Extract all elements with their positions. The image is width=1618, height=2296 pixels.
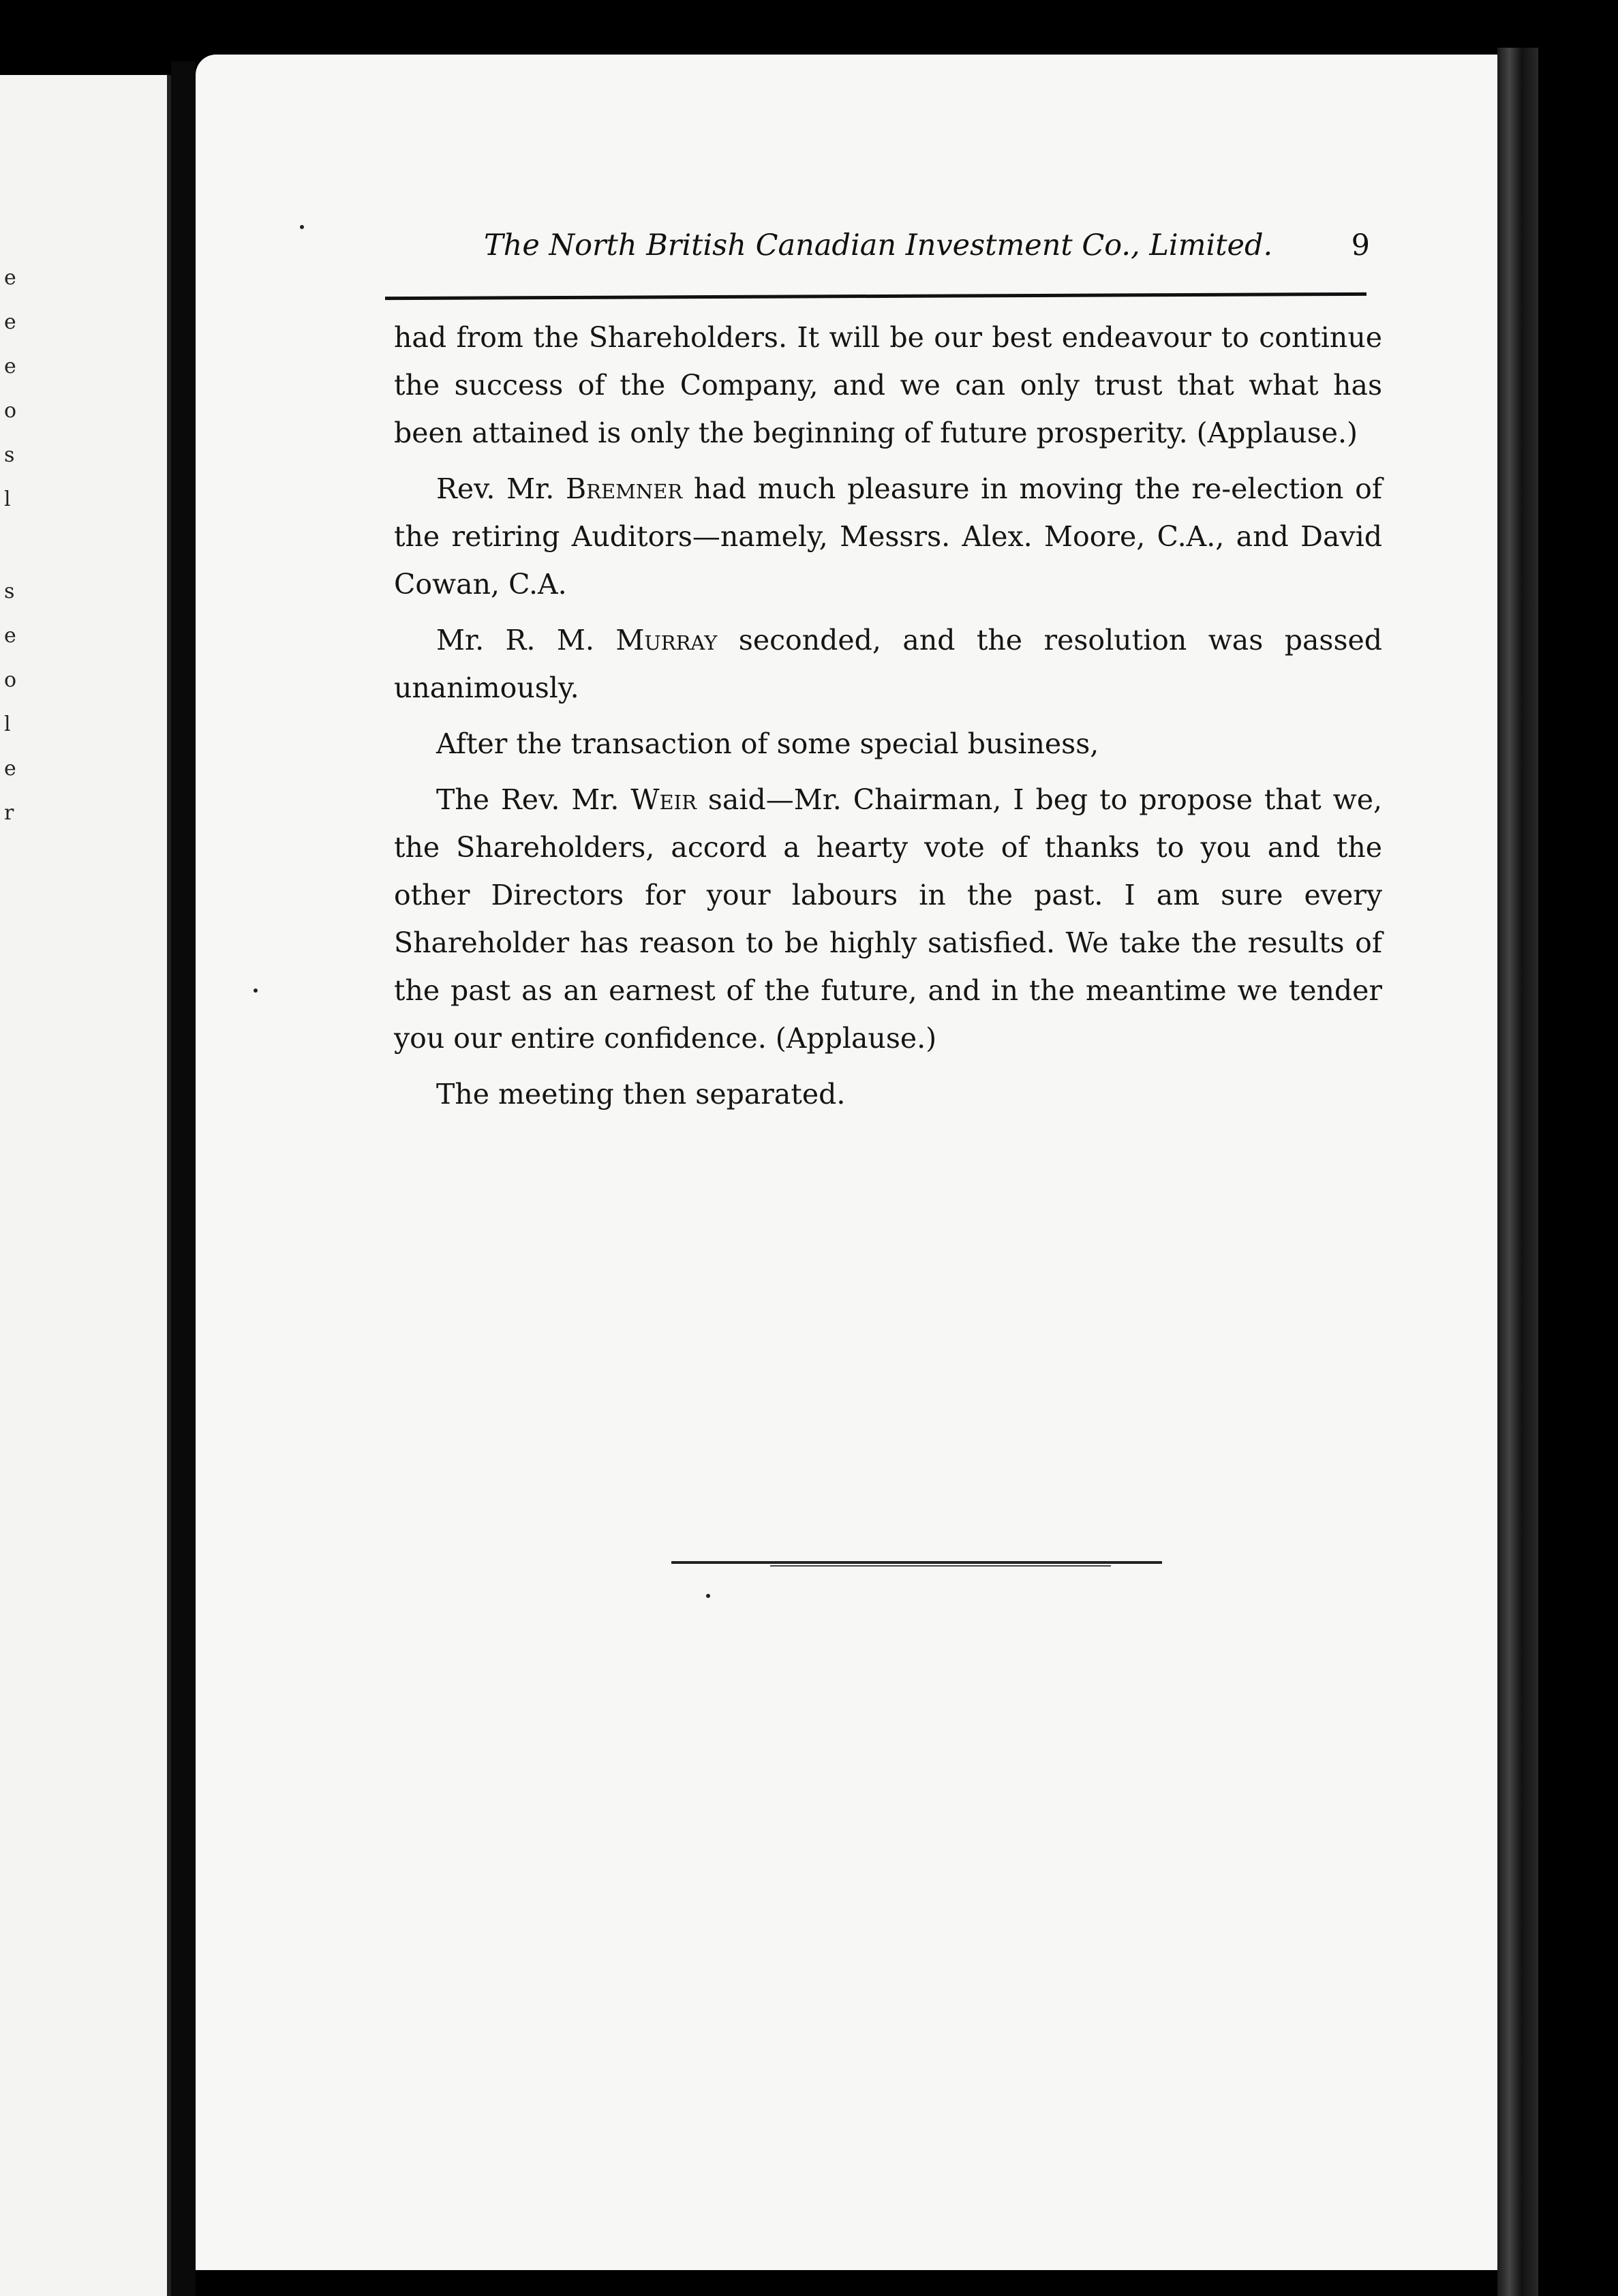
running-head-title: The North British Canadian Investment Co., Limited. xyxy=(484,228,1273,262)
left-facing-page xyxy=(0,75,171,2296)
paragraph xyxy=(394,314,1382,457)
paragraph xyxy=(394,465,1382,608)
page-number: 9 xyxy=(1351,228,1370,262)
left-page-letter-fragment: o xyxy=(4,399,17,423)
paragraph-text: Rev. Mr. xyxy=(436,472,566,505)
paragraph xyxy=(394,720,1382,768)
running-head xyxy=(286,228,1384,269)
left-page-letter-fragment: e xyxy=(4,310,16,334)
speaker-name: Murray xyxy=(615,624,718,656)
left-page-letter-fragment: l xyxy=(4,487,11,511)
speaker-name: Weir xyxy=(630,783,697,816)
left-page-letter-fragment: r xyxy=(4,801,14,825)
paragraph-text: The Rev. Mr. xyxy=(436,783,631,816)
paragraph-text: seconded, and the resolution was passed unanimously. xyxy=(394,624,1383,704)
print-speck xyxy=(300,225,304,229)
print-speck xyxy=(706,1594,710,1598)
speaker-name: Bremner xyxy=(566,472,683,505)
paragraph xyxy=(394,1070,1382,1118)
closing-rule-inner xyxy=(770,1565,1111,1567)
body-text xyxy=(394,314,1382,1126)
print-speck xyxy=(254,988,258,993)
paragraph-text: said—Mr. Chairman, I beg to propose that we, the Shareholders, accord a hearty vote of thanks to you and the other Directors for your labours in the past. I am sure every Shareholder has reason to be highly satisfied. We take the results of the past as an earnest of the future, and in the meantime we tender you our entire confidence. (Applause.) xyxy=(394,783,1382,1055)
paragraph-text: Mr. R. M. xyxy=(436,624,616,656)
left-page-letter-fragment: e xyxy=(4,354,16,378)
paragraph-text: had from the Shareholders. It will be our best endeavour to continue the success of the Company, and we can only trust that what has been attained is only the beginning of future prosperity. (Applause.) xyxy=(394,321,1382,449)
paragraph xyxy=(394,616,1382,712)
paragraph-text: The meeting then separated. xyxy=(436,1078,846,1111)
book-gutter xyxy=(171,61,196,2296)
left-page-letter-fragment: s xyxy=(4,579,15,603)
left-page-letter-fragment: e xyxy=(4,624,16,648)
paragraph-text: After the transaction of some special business, xyxy=(436,727,1099,760)
left-page-letter-fragment: l xyxy=(4,712,11,736)
left-page-letter-fragment: s xyxy=(4,443,15,467)
paragraph xyxy=(394,776,1382,1062)
page-edge-shadow xyxy=(1497,48,1538,2296)
paragraph-text: had much pleasure in moving the re-election of the retiring Auditors—namely, Messrs. Alex. Moore, C.A., and David Cowan, C.A. xyxy=(394,472,1382,601)
left-page-letter-fragment: e xyxy=(4,266,16,290)
left-page-letter-fragment: e xyxy=(4,757,16,781)
closing-rule xyxy=(671,1561,1162,1564)
left-page-letter-fragment: o xyxy=(4,668,17,692)
